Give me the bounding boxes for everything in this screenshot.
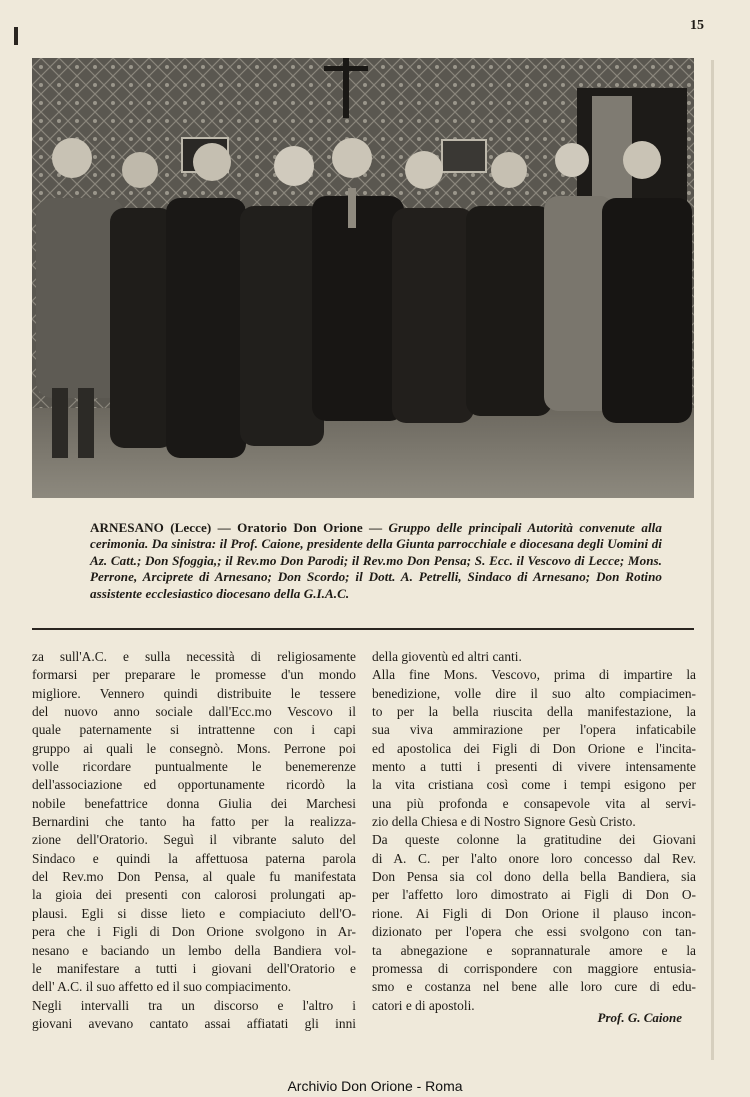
crucifix-beam: [324, 66, 368, 71]
photo-caption: [90, 520, 662, 602]
article-line: Sindaco e quindi la affettuosa paterna parola: [32, 850, 356, 866]
article-line: dizionato per l'opera che essi svolgono con tan-: [372, 924, 696, 940]
article-line: del Rev.mo Don Pensa, al quale fu manifestata: [32, 869, 356, 885]
article-line: zione dell'Oratorio. Seguì il vibrante saluto del: [32, 832, 356, 848]
article-line: Da queste colonne la gratitudine dei Giovani: [372, 832, 696, 848]
article-line: sua viva ammirazione per l'opera infaticabile: [372, 722, 696, 738]
article-line: per l'affetto loro dimostrato ai Figli di Don O-: [372, 887, 696, 903]
corner-mark: [14, 27, 18, 45]
section-rule: [32, 628, 694, 630]
article-signature: Prof. G. Caione: [597, 1010, 682, 1025]
article-line: promessa di corrispondere con maggiore entusia-: [372, 960, 696, 976]
caption-institution: Oratorio Don Orione: [237, 520, 363, 535]
article-line: to per la bella riuscita della manifestazione, la: [372, 704, 696, 720]
article-line: del nuovo anno sociale dall'Ecc.mo Vescovo il: [32, 704, 356, 720]
article-column-right: [372, 648, 696, 1015]
caption-text: Gruppo delle principali Autorità convenute alla cerimonia. Da sinistra: il Prof. Caione, presidente della Giunta parrocchiale e diocesana degli Uomini di Az. Catt.; Don Sfoggia,; il Rev.mo Don Parodi; il Rev.mo Don Pensa; S. Ecc. il Vescovo di Lecce; Mons. Perrone, Arciprete di Arnesano; Don Scordo; il Dott. A. Petrelli, Sindaco di Arnesano; Don Rotino assistente ecclesiastico diocesano della G.I.A.C.: [90, 520, 662, 601]
article-line: Negli intervalli tra un discorso e l'altro i: [32, 997, 356, 1013]
article-line: gruppo ai quali le consegnò. Mons. Perrone poi: [32, 740, 356, 756]
article-line: formarsi per preparare le promesse d'un mondo: [32, 667, 356, 683]
article-line: le manifestare a tutti i giovani dell'Oratorio e: [32, 960, 356, 976]
group-photograph: [32, 58, 694, 498]
caption-place: ARNESANO (Lecce): [90, 520, 212, 535]
article-line: la vita cristiana così come i tempi esigono per: [372, 777, 696, 793]
article-line: migliore. Vennero quindi distribuite le tessere: [32, 685, 356, 701]
article-line: una più profonda e consapevole vita al servi-: [372, 795, 696, 811]
article-line: Alla fine Mons. Vescovo, prima di impartire la: [372, 667, 696, 683]
article-line: catori e di apostoli.: [372, 997, 475, 1013]
archive-footer: Archivio Don Orione - Roma: [287, 1078, 463, 1094]
picture-frame-right: [442, 140, 486, 172]
article-line: Don Pensa sia col dono della bella Bandiera, sia: [372, 869, 696, 885]
article-line: ed apostolica dei Figli di Don Orione e l'incita-: [372, 740, 696, 756]
article-line: plausi. Egli si disse lieto e compiaciuto dell'O-: [32, 905, 356, 921]
caption-separator: —: [362, 520, 389, 535]
article-line: za sull'A.C. e sulla necessità di religiosamente: [32, 649, 356, 664]
article-line: di A. C. per l'alto onore loro concesso dal Rev.: [372, 850, 696, 866]
article-line: zio della Chiesa e di Nostro Signore Gesù Cristo.: [372, 814, 636, 830]
binding-shadow: [711, 60, 714, 1060]
article-line: smo e costanza nel bene alle loro cure di edu-: [372, 979, 696, 995]
article-line: quale paternamente si intrattenne con i capi: [32, 722, 356, 738]
group-photo-illustration: [32, 58, 694, 498]
article-line: pera che i Figli di Don Orione svolgono in Ar-: [32, 924, 356, 940]
page-number: 15: [690, 18, 704, 33]
article-line: dell' A.C. il suo affetto ed il suo compiacimento.: [32, 979, 292, 995]
article-line: della gioventù ed altri canti.: [372, 649, 522, 664]
article-line: volle ricordare puntualmente le benemerenze: [32, 759, 356, 775]
article-column-left: [32, 648, 356, 1033]
article-line: la gioia dei presenti con calorosi prolungati ap-: [32, 887, 356, 903]
caption-separator: —: [211, 520, 238, 535]
article-line: dell'associazione ed opportunamente ricordò la: [32, 777, 356, 793]
article-line: benedizione, volle dire il suo alto compiacimen-: [372, 685, 696, 701]
article-line: ta abnegazione e soprannaturale amore e la: [372, 942, 696, 958]
article-line: Bernardini che tanto ha fatto per la realizza-: [32, 814, 356, 830]
article-line: nobile benefattrice donna Giulia dei Marchesi: [32, 795, 356, 811]
article-line: giovani avevano cantato assai affiatati gli inni: [32, 1015, 356, 1031]
article-line: nesano e baciando un lembo della Bandiera vol-: [32, 942, 356, 958]
article-line: mento a tutti i presenti di vivere intensamente: [372, 759, 696, 775]
article-line: rione. Ai Figli di Don Orione il plauso incon-: [372, 905, 696, 921]
